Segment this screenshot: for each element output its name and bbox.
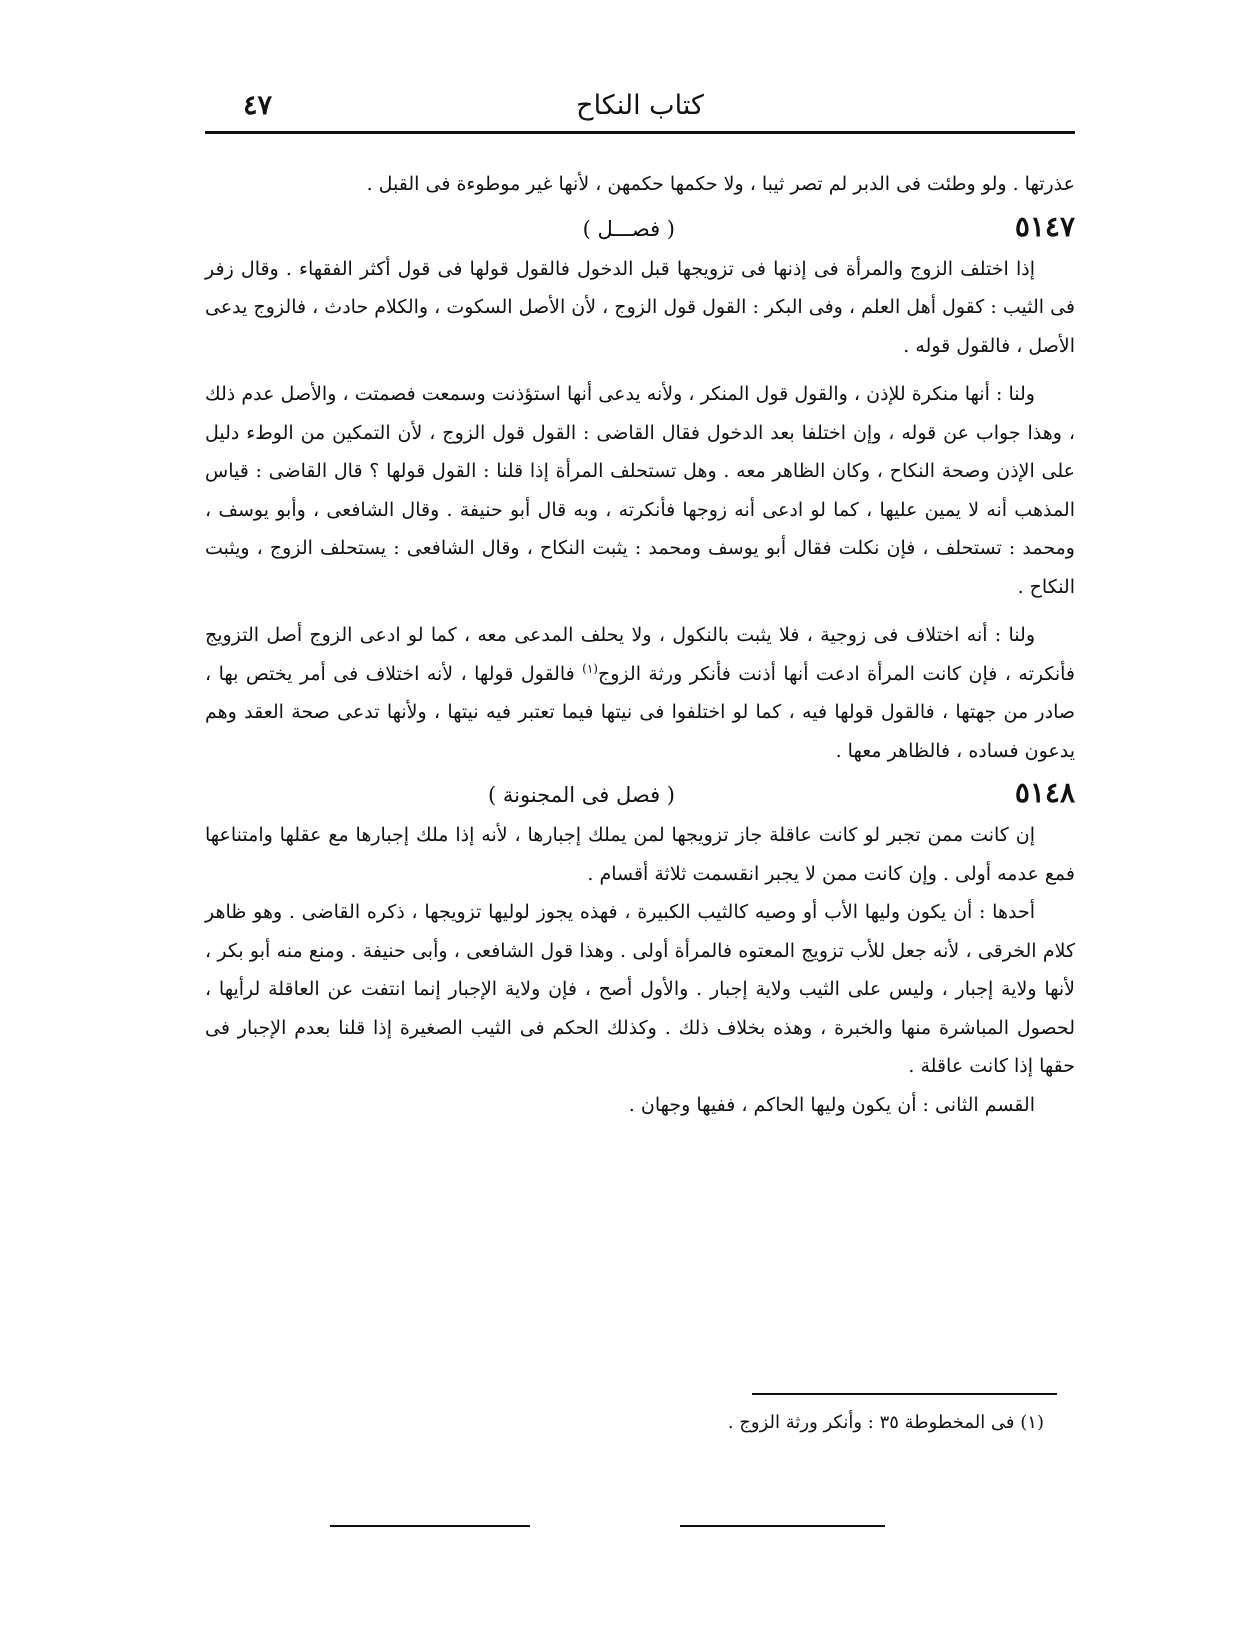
paragraph: أحدها : أن يكون وليها الأب أو وصيه كالثيب الكبيرة ، فهذه يجوز لوليها تزويجها ، ذكره القاضى . وهو ظاهر كلام الخرقى ، لأنه جعل للأب تزويج المعتوه فالمرأة أولى . وهذا قول الشافعى ، وأبى حنيفة . ومنع منه أبو بكر ، لأنها ولاية إجبار ، وليس على الثيب ولاية إجبار . والأول أصح ، فإن ولاية الإجبار إنما انتفت عن العاقلة لرأيها ، لحصول المباشرة منها والخبرة ، وهذه بخلاف ذلك . وكذلك الحكم فى الثيب الصغيرة إذا قلنا بعدم الإجبار فى حقها إذا كانت عاقلة . [205, 901, 1075, 1077]
footnote-rule [752, 1393, 1057, 1395]
section-title: ( فصل فى المجنونة ) [487, 783, 675, 807]
paragraph: القسم الثانى : أن يكون وليها الحاكم ، ففيها وجهان . [628, 1093, 1035, 1116]
main-text [205, 165, 1075, 1124]
footnote-marker: (١) [582, 661, 598, 676]
page-number: ٤٧ [243, 90, 273, 121]
section-number: ٥١٤٧ [1014, 209, 1075, 243]
paragraph: إذا اختلف الزوج والمرأة فى إذنها فى تزويجها قبل الدخول فالقول قولها فى قول أكثر الفقهاء . وقال زفر فى الثيب : كقول أهل العلم ، وفى البكر : القول قول الزوج ، لأن الأصل السكوت ، والكلام حادث ، فالزوج يدعى الأصل ، فالقول قوله . [205, 257, 1075, 357]
section-heading-5148 [205, 774, 1075, 816]
footnote: (١) فى المخطوطة ٣٥ : وأنكر ورثة الزوج . [727, 1412, 1044, 1433]
paragraph-continuation: عذرتها . ولو وطئت فى الدبر لم تصر ثيبا ، ولا حكمها حكمهن ، لأنها غير موطوءة فى القبل . [366, 173, 1075, 195]
bottom-rule [330, 1525, 530, 1527]
bottom-rule [680, 1525, 885, 1527]
page-header [205, 88, 1075, 134]
paragraph-text: فالقول قولها ، لأنه اختلاف فى أمر يختص بها ، صادر من جهتها ، فالقول قولها فيه ، كما لو اختلفوا فى نيتها فيما تعتبر فيه نيتها ، ولأنها تدعى صحة العقد وهم يدعون فساده ، فالظاهر معها . [205, 662, 1075, 762]
header-rule [205, 131, 1075, 134]
paragraph-text: ولنا : أنه اختلاف فى زوجية ، فلا يثبت بالنكول ، ولا يحلف المدعى معه ، كما لو ادعى الزوج أصل التزويج فأنكرته ، فإن كانت المرأة ادعت أنها أذنت فأنكر ورثة الزوج [205, 624, 1075, 685]
paragraph [205, 616, 1075, 770]
section-title: ( فصـــل ) [582, 216, 675, 241]
paragraph: إن كانت ممن تجبر لو كانت عاقلة جاز تزويجها لمن يملك إجبارها ، لأنه إذا ملك إجبارها مع عقلها وامتناعها فمع عدمه أولى . وإن كانت ممن لا يجبر انقسمت ثلاثة أقسام . [205, 824, 1075, 885]
section-number: ٥١٤٨ [1014, 776, 1075, 809]
running-title: كتاب النكاح [576, 90, 704, 121]
section-heading-5147 [205, 208, 1075, 250]
paragraph: ولنا : أنها منكرة للإذن ، والقول قول المنكر ، ولأنه يدعى أنها استؤذنت وسمعت فصمتت ، والأصل عدم ذلك ، وهذا جواب عن قوله ، وإن اختلفا بعد الدخول فقال القاضى : القول قول الزوج ، لأن التمكين من الوطء دليل على الإذن وصحة النكاح ، وكان الظاهر معه . وهل تستحلف المرأة إذا قلنا : القول قولها ؟ قال القاضى : قياس المذهب أنه لا يمين عليها ، كما لو ادعى أنه زوجها فأنكرته ، وبه قال أبو حنيفة . وقال الشافعى ، وأبو يوسف ، ومحمد : تستحلف ، فإن نكلت فقال أبو يوسف ومحمد : يثبت النكاح ، وقال الشافعى : يستحلف الزوج ، ويثبت النكاح . [205, 383, 1075, 598]
